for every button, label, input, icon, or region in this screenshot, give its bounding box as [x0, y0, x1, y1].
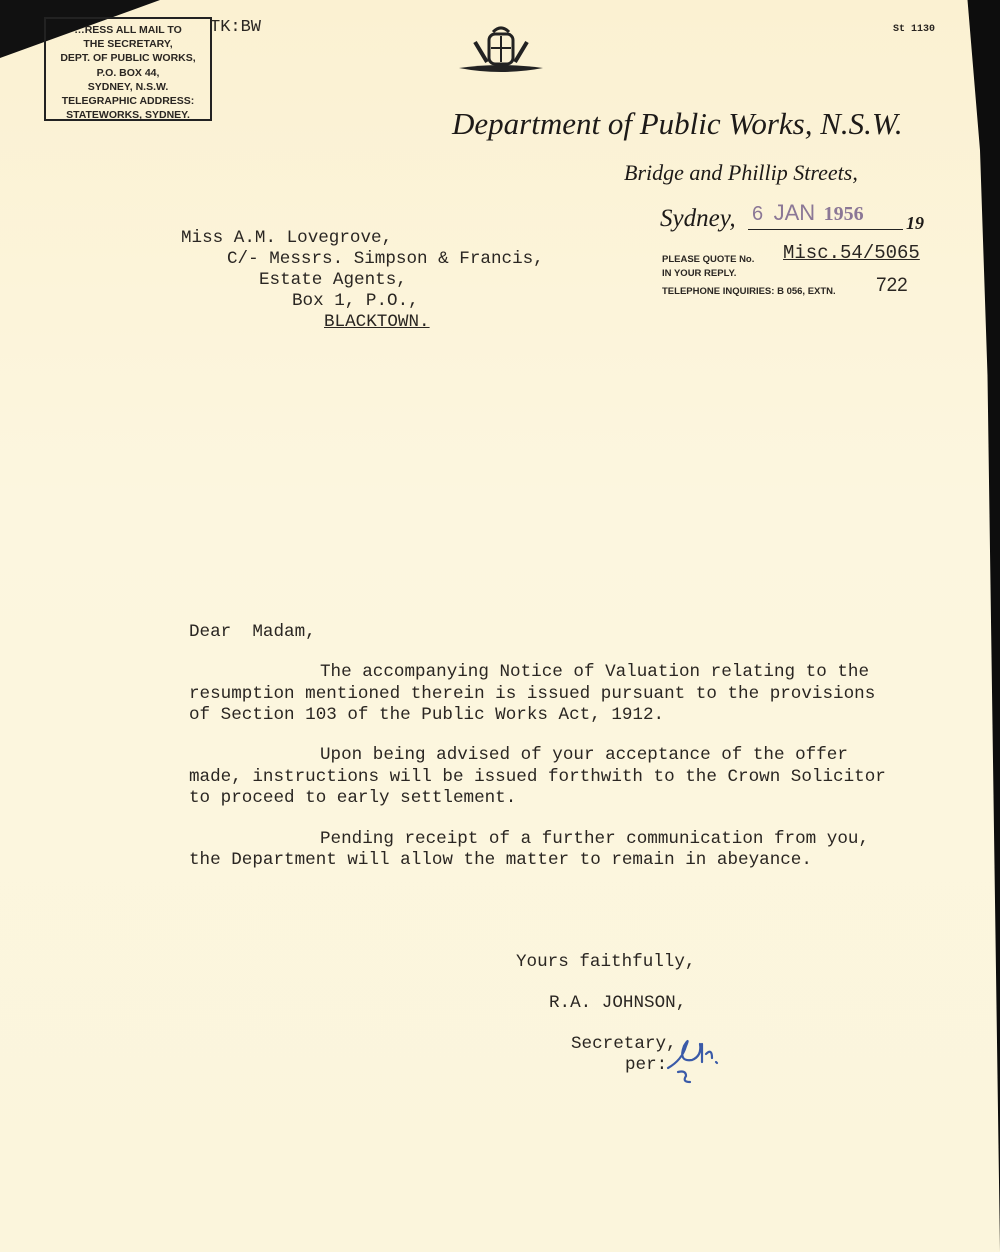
mailbox-line: THE SECRETARY,: [83, 38, 173, 51]
date-stamp-year: 1956: [823, 203, 864, 225]
city-label: Sydney,: [660, 205, 736, 232]
handwritten-signature: [662, 1032, 722, 1086]
date-stamp: [752, 200, 864, 226]
department-name: Department of Public Works, N.S.W.: [452, 106, 903, 141]
body-line: resumption mentioned therein is issued pursuant to the provisions: [189, 684, 876, 704]
mailbox-line: STATEWORKS, SYDNEY.: [66, 109, 190, 122]
mailbox-line: …RESS ALL MAIL TO: [74, 24, 182, 36]
quote-label: PLEASE QUOTE No.: [662, 254, 755, 265]
signatory-name: R.A. JOHNSON,: [549, 993, 687, 1013]
telephone-label: TELEPHONE INQUIRIES: B 056, EXTN.: [662, 286, 836, 297]
date-stamp-month: JAN: [773, 200, 816, 225]
recipient-line: Estate Agents,: [259, 270, 407, 290]
mailbox-line: P.O. BOX 44,: [96, 66, 160, 79]
body-line: made, instructions will be issued forthwith to the Crown Solicitor: [189, 767, 886, 787]
body-line: Pending receipt of a further communication from you,: [320, 829, 870, 849]
year-prefix: 19: [906, 213, 924, 233]
extension-number: 722: [876, 275, 908, 296]
body-line: Upon being advised of your acceptance of the offer: [320, 745, 848, 765]
salutation: Dear Madam,: [189, 622, 316, 642]
body-line: to proceed to early settlement.: [189, 788, 517, 808]
date-stamp-day: 6: [752, 203, 764, 225]
body-line: of Section 103 of the Public Works Act, 1912.: [189, 705, 665, 725]
form-number: St 1130: [893, 24, 936, 35]
recipient-town: BLACKTOWN.: [324, 312, 430, 332]
per-label: per:: [625, 1055, 668, 1075]
recipient-care-of: C/- Messrs. Simpson & Francis,: [227, 249, 544, 269]
body-line: the Department will allow the matter to remain in abeyance.: [189, 850, 812, 870]
department-address: Bridge and Phillip Streets,: [624, 160, 858, 185]
mailbox-line: SYDNEY, N.S.W.: [87, 80, 169, 93]
valediction: Yours faithfully,: [516, 952, 696, 972]
reply-label: IN YOUR REPLY.: [662, 268, 737, 279]
reference-initials: TK:BW: [210, 18, 262, 37]
mailbox-line: TELEGRAPHIC ADDRESS:: [61, 95, 195, 108]
quote-number: Misc.54/5065: [783, 242, 920, 264]
mailing-address-box: [44, 17, 212, 121]
body-line: The accompanying Notice of Valuation relating to the: [320, 662, 870, 682]
date-line: [748, 229, 903, 230]
signatory-title: Secretary,: [571, 1034, 677, 1054]
coat-of-arms-icon: [455, 22, 547, 80]
mailbox-line: DEPT. OF PUBLIC WORKS,: [60, 52, 196, 65]
recipient-name: Miss A.M. Lovegrove,: [181, 228, 393, 248]
recipient-line: Box 1, P.O.,: [292, 291, 419, 311]
